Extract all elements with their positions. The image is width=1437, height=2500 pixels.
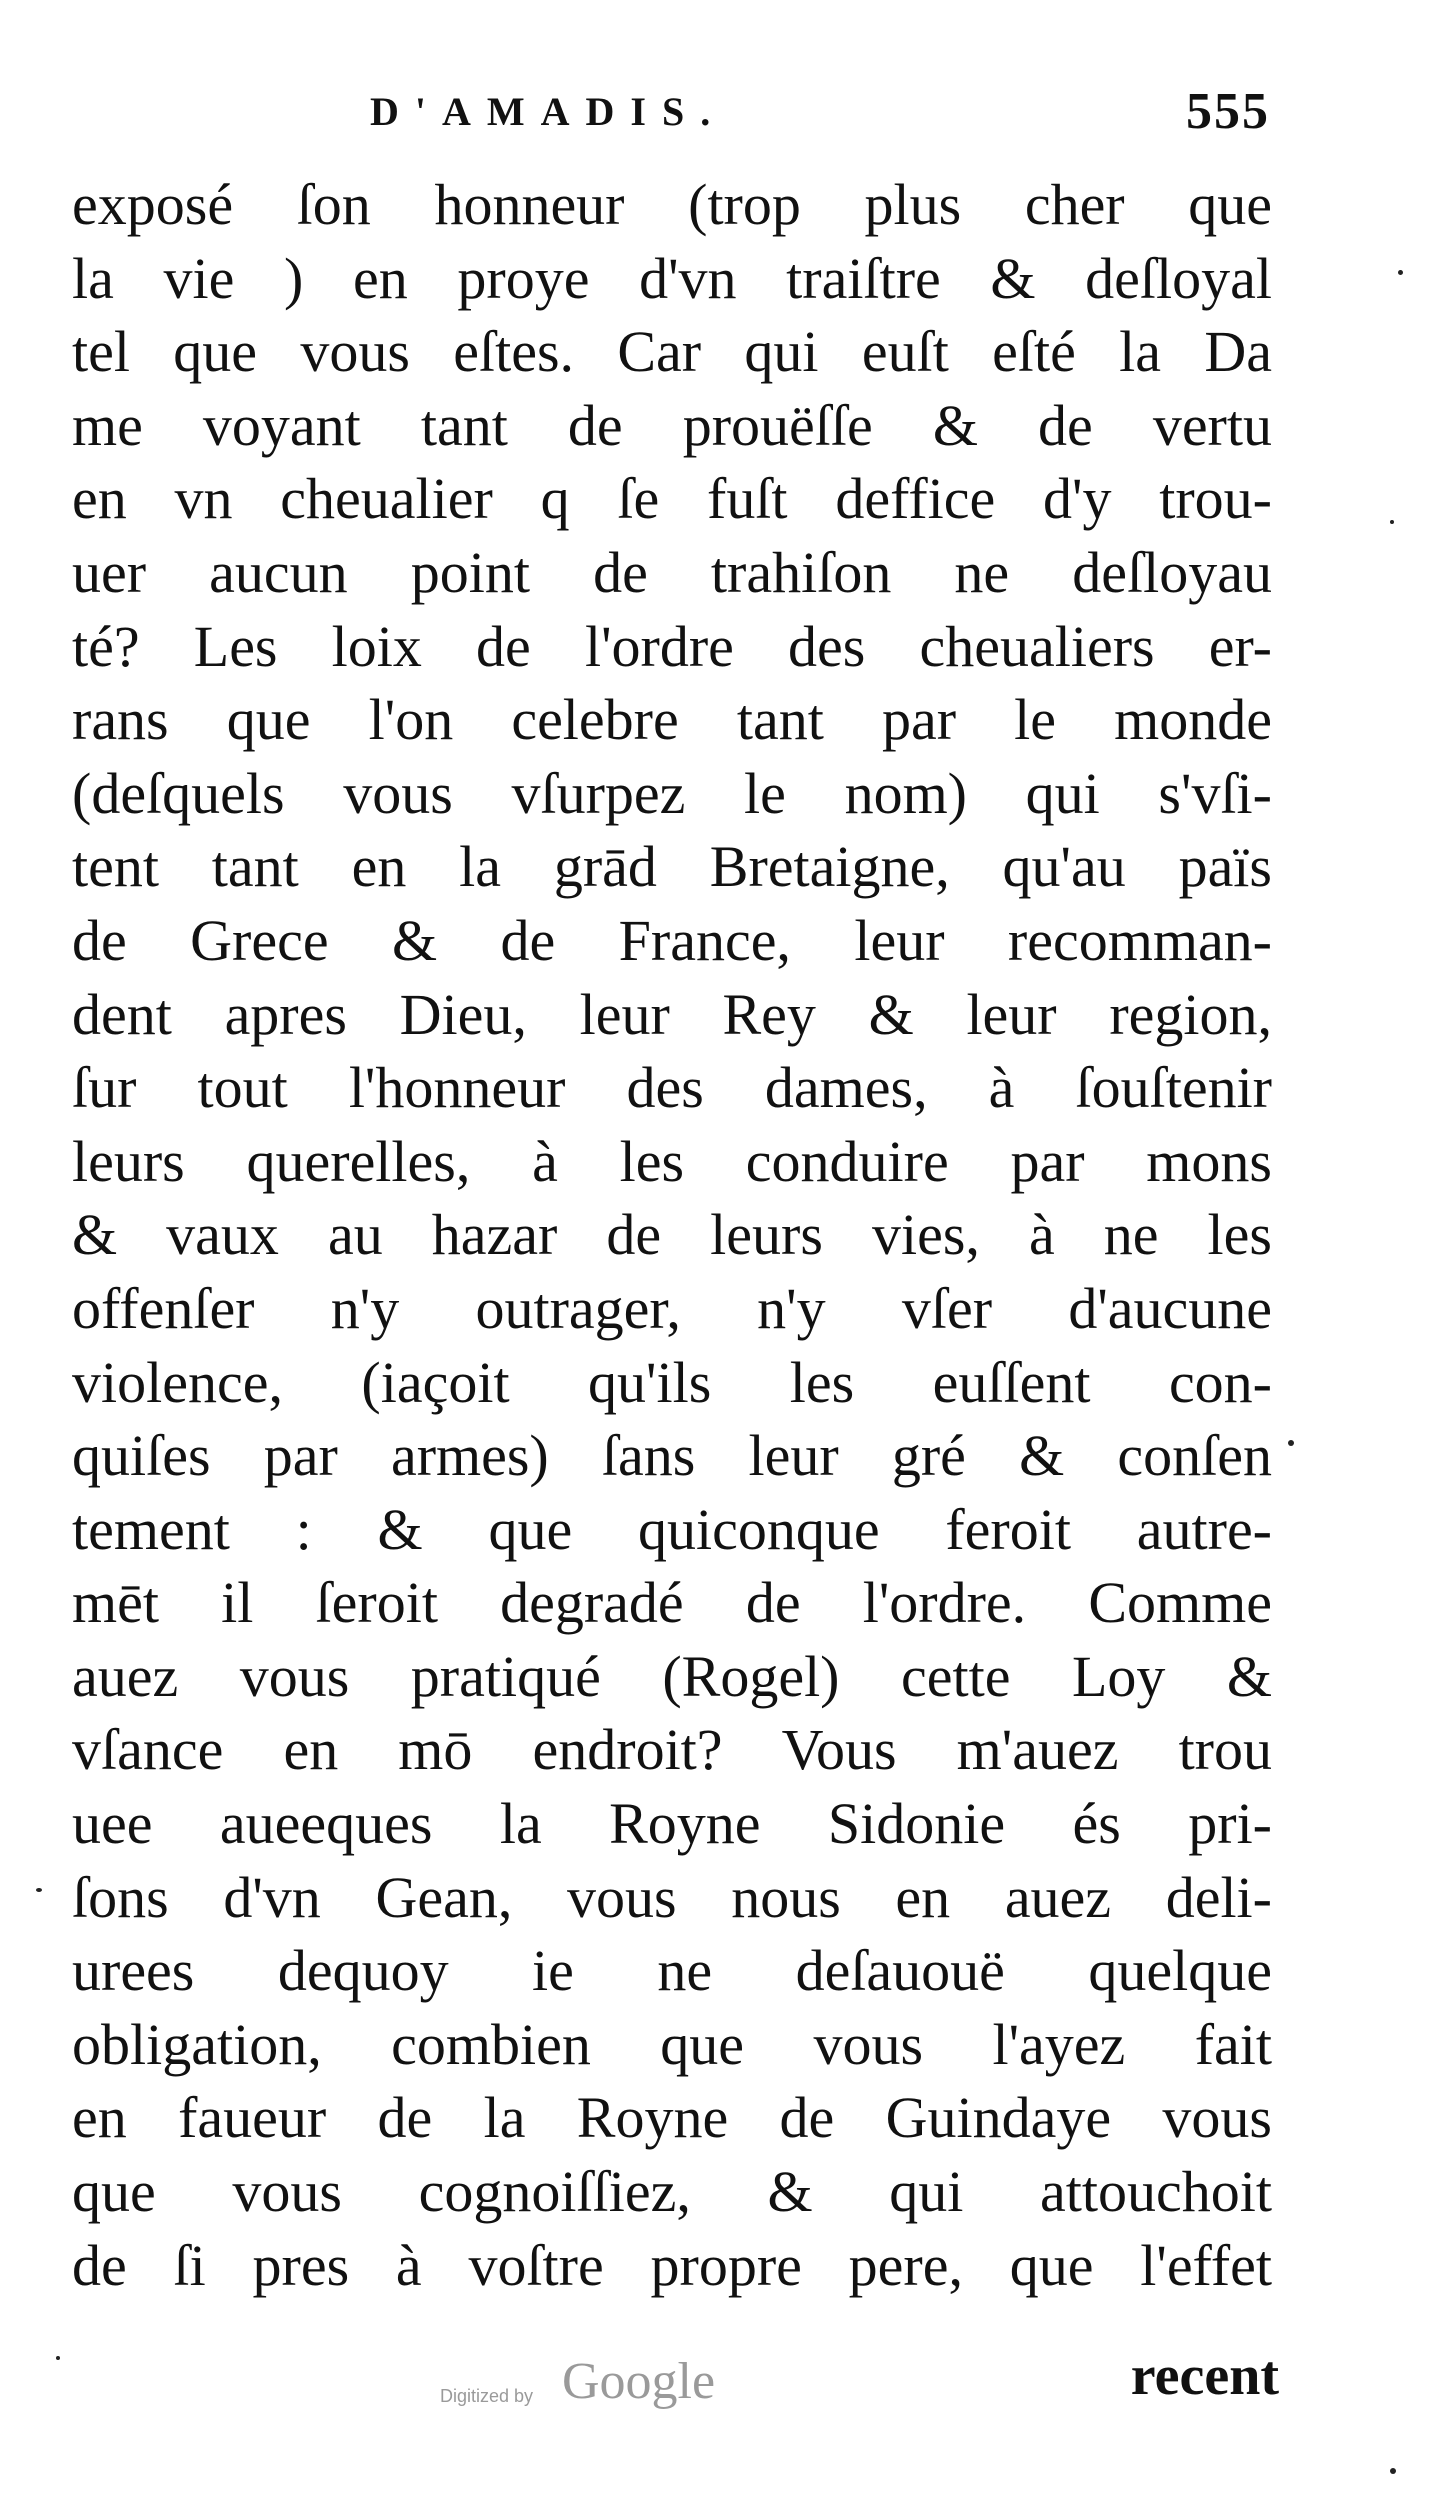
ink-speck bbox=[1390, 520, 1394, 524]
catchword: recent bbox=[1130, 2345, 1279, 2407]
ink-speck bbox=[36, 1888, 42, 1892]
text-line: mēt il ſeroit degradé de l'ordre. Comme bbox=[72, 1570, 1272, 1636]
text-line: violence, (iaçoit qu'ils les euſſent con- bbox=[72, 1349, 1272, 1415]
text-line: & vaux au hazar de leurs vies, à ne les bbox=[72, 1202, 1272, 1268]
text-line: tement : & que quiconque feroit autre- bbox=[72, 1496, 1272, 1562]
text-line: de ſi pres à voſtre propre pere, que l'effet bbox=[72, 2232, 1272, 2298]
text-line: en faueur de la Royne de Guindaye vous bbox=[72, 2085, 1272, 2151]
ink-speck bbox=[1398, 270, 1403, 275]
running-head: D'AMADIS. bbox=[370, 89, 727, 134]
body-text bbox=[72, 168, 1272, 2302]
text-line: offenſer n'y outrager, n'y vſer d'aucune bbox=[72, 1275, 1272, 1341]
ink-speck bbox=[1390, 2468, 1396, 2474]
page-header bbox=[370, 83, 1270, 158]
text-line: tel que vous eſtes. Car qui euſt eſté la Da bbox=[72, 319, 1272, 385]
text-line: rans que l'on celebre tant par le monde bbox=[72, 687, 1272, 753]
text-line: té? Les loix de l'ordre des cheualiers er- bbox=[72, 613, 1272, 679]
ink-speck bbox=[1288, 1440, 1294, 1446]
text-line: leurs querelles, à les conduire par mons bbox=[72, 1128, 1272, 1194]
ink-speck bbox=[56, 2356, 60, 2360]
text-line: que vous cognoiſſiez, & qui attouchoit bbox=[72, 2159, 1272, 2225]
text-line: (deſquels vous vſurpez le nom) qui s'vſi- bbox=[72, 760, 1272, 826]
text-line: tent tant en la grād Bretaigne, qu'au païs bbox=[72, 834, 1272, 900]
text-line: vſance en mō endroit? Vous m'auez trou bbox=[72, 1717, 1272, 1783]
text-line: uer aucun point de trahiſon ne deſloyau bbox=[72, 539, 1272, 605]
text-line: me voyant tant de prouëſſe & de vertu bbox=[72, 392, 1272, 458]
text-line: auez vous pratiqué (Rogel) cette Loy & bbox=[72, 1643, 1272, 1709]
text-line: exposé ſon honneur (trop plus cher que bbox=[72, 172, 1272, 237]
text-line: quiſes par armes) ſans leur gré & conſen bbox=[72, 1423, 1272, 1489]
text-line: dent apres Dieu, leur Rey & leur region, bbox=[72, 981, 1272, 1047]
text-line: uee aueeques la Royne Sidonie és pri- bbox=[72, 1791, 1272, 1857]
text-line: ſur tout l'honneur des dames, à ſouſtenir bbox=[72, 1055, 1272, 1121]
text-line: en vn cheualier q ſe fuſt deffice d'y trou- bbox=[72, 466, 1272, 532]
text-line: de Grece & de France, leur recomman- bbox=[72, 907, 1272, 973]
text-line: urees dequoy ie ne deſauouë quelque bbox=[72, 1938, 1272, 2004]
watermark-prefix: Digitized by bbox=[440, 2386, 534, 2406]
page-number: 555 bbox=[1186, 83, 1270, 140]
text-line: la vie ) en proye d'vn traiſtre & deſloyal bbox=[72, 245, 1272, 311]
text-line: obligation, combien que vous l'ayez fait bbox=[72, 2011, 1272, 2077]
google-logo: Google bbox=[562, 2353, 716, 2410]
text-line: ſons d'vn Gean, vous nous en auez deli- bbox=[72, 1864, 1272, 1930]
